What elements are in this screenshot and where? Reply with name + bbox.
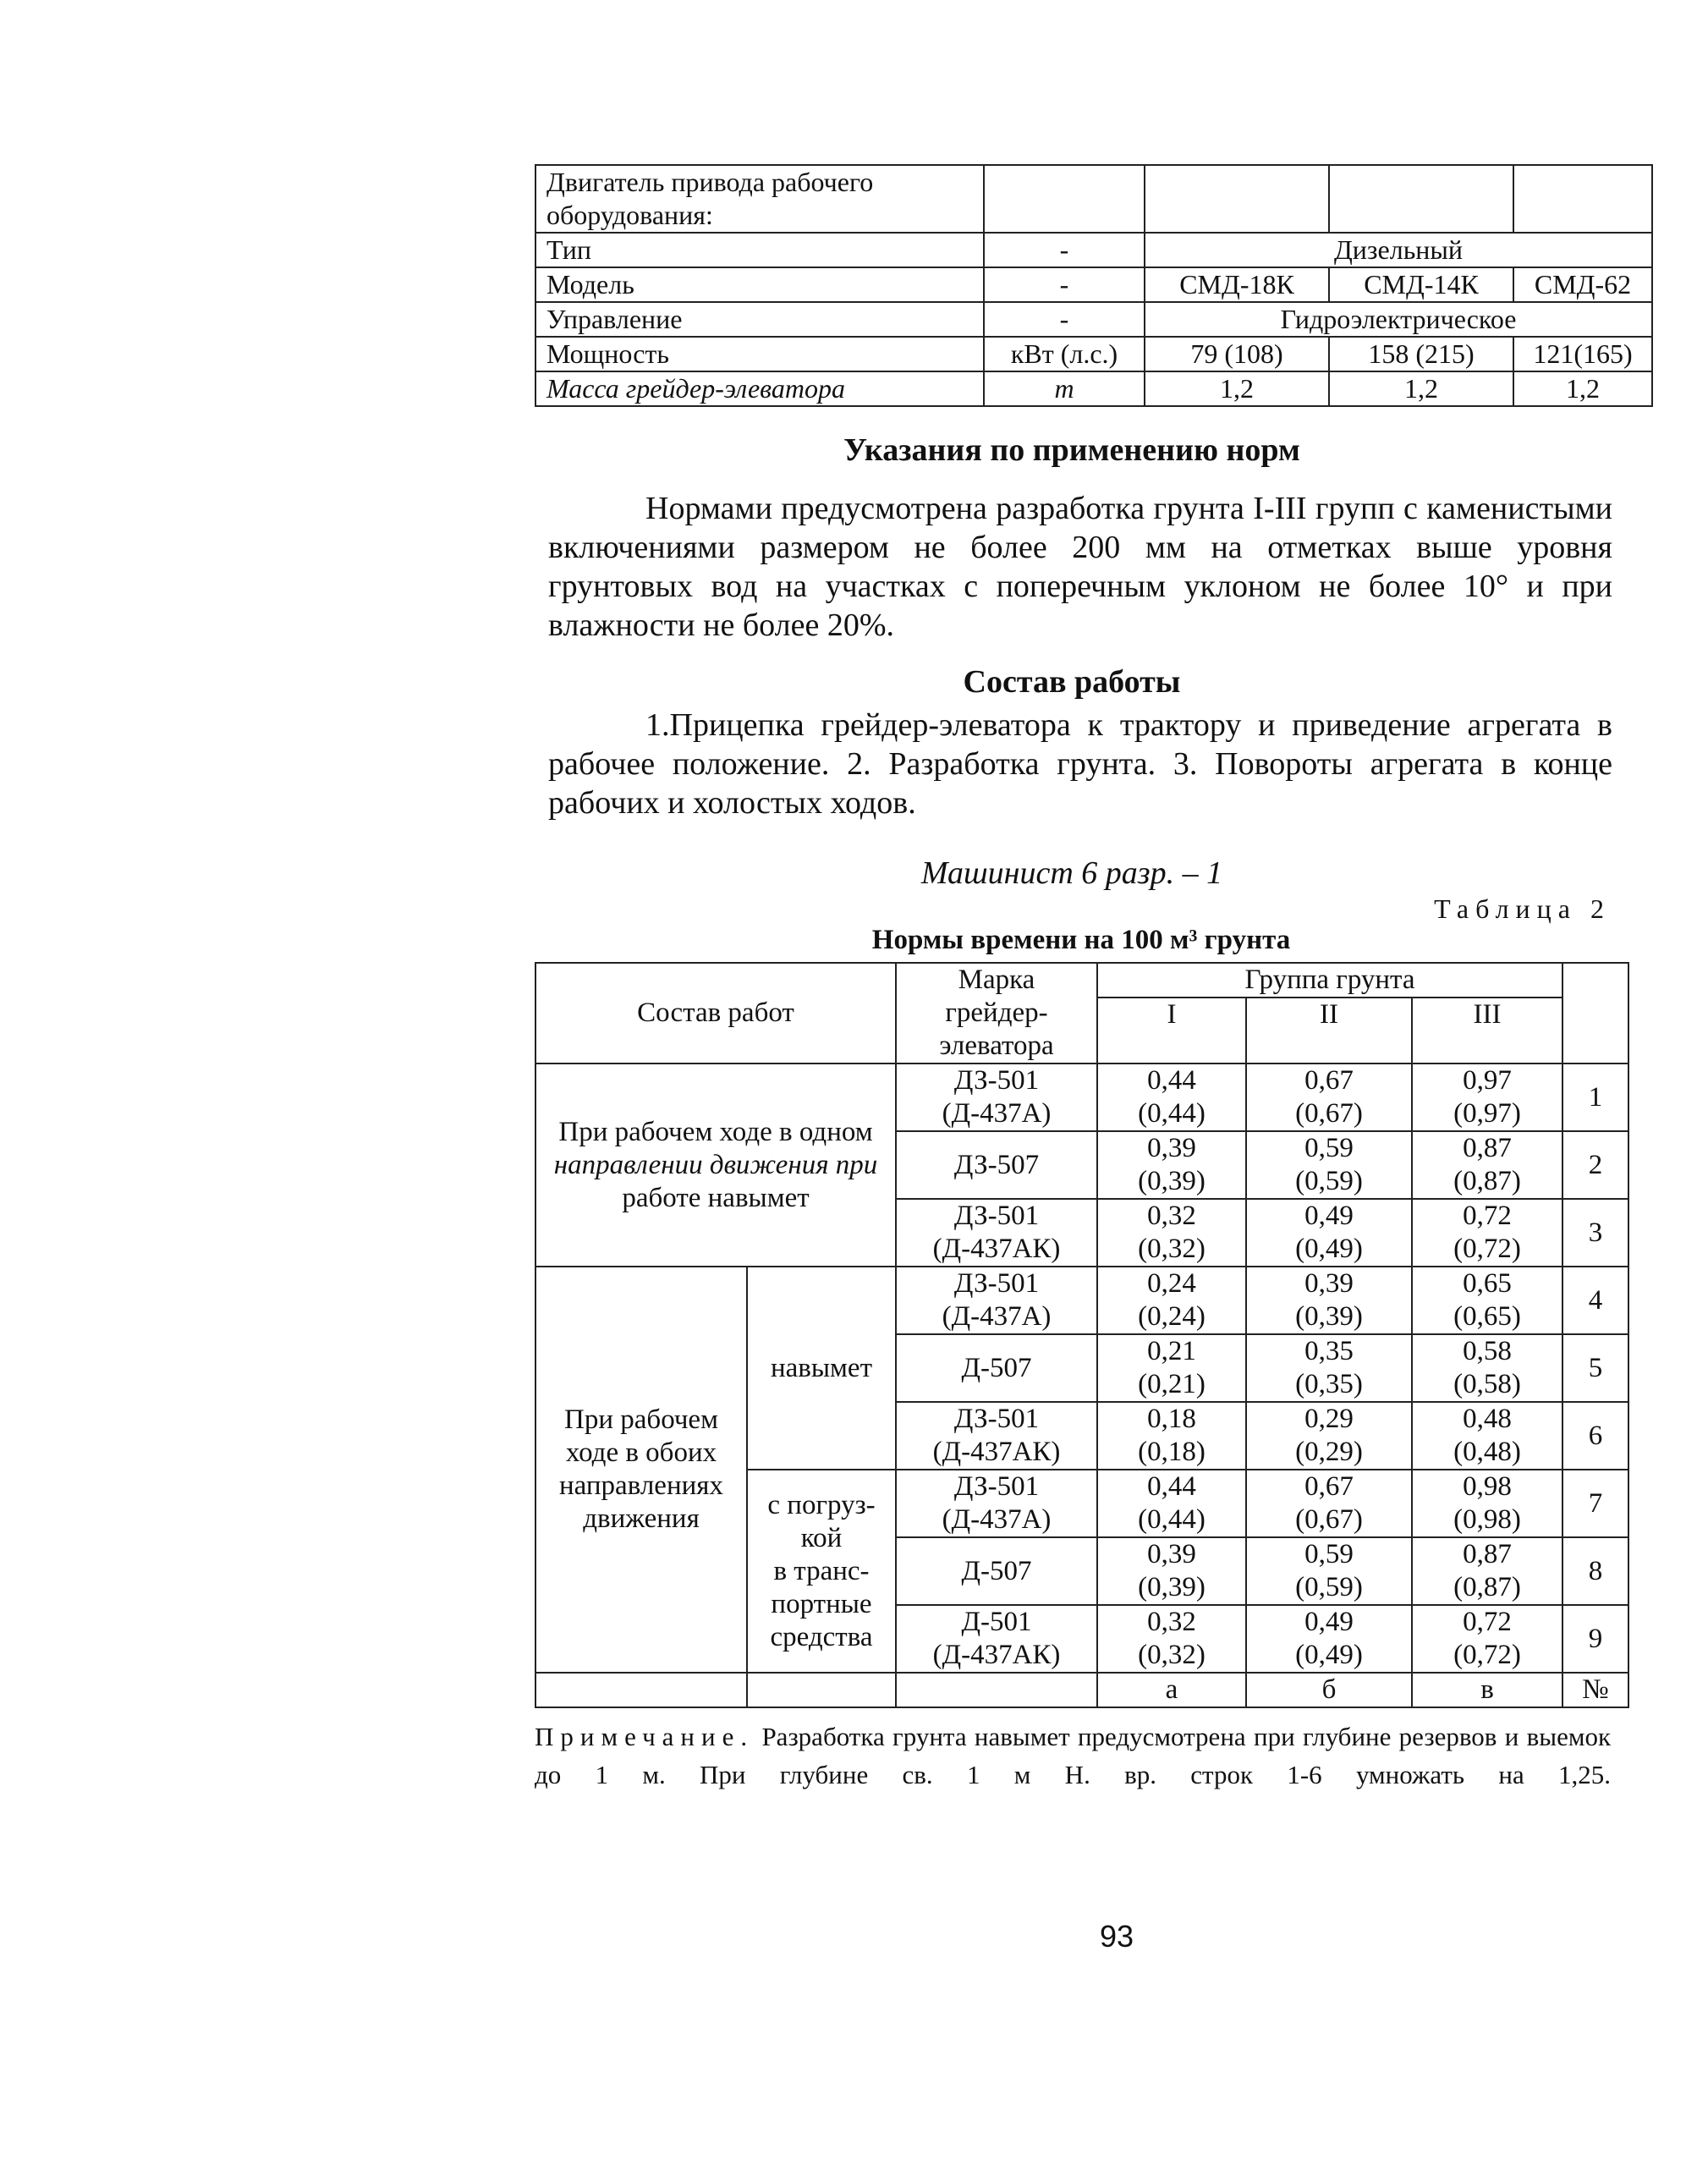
value-cell: 0,39 (0,39) xyxy=(1097,1537,1246,1605)
value-cell: 0,59 (0,59) xyxy=(1246,1131,1412,1199)
spec-unit: кВт (л.с.) xyxy=(984,337,1145,371)
subgroup-loading: с погруз- кой в транс- портные средства xyxy=(747,1470,896,1673)
spec-value: СМД-18К xyxy=(1145,267,1329,302)
value-cell: 0,97 (0,97) xyxy=(1412,1064,1562,1131)
value-cell: 0,59 (0,59) xyxy=(1246,1537,1412,1605)
number-sign: № xyxy=(1562,1673,1628,1707)
spec-value: 158 (215) xyxy=(1329,337,1513,371)
spec-param: Мощность xyxy=(535,337,984,371)
spec-value: СМД-14К xyxy=(1329,267,1513,302)
spec-param: Модель xyxy=(535,267,984,302)
spec-value: 1,2 xyxy=(1329,371,1513,406)
spec-unit: - xyxy=(984,267,1145,302)
spec-param: Управление xyxy=(535,302,984,337)
value-cell: 0,21 (0,21) xyxy=(1097,1334,1246,1402)
header-group-2: II xyxy=(1246,998,1412,1064)
spec-row-model xyxy=(535,267,1652,302)
value-cell: 0,67 (0,67) xyxy=(1246,1470,1412,1537)
row-number: 2 xyxy=(1562,1131,1628,1199)
value-cell: 0,32 (0,32) xyxy=(1097,1605,1246,1673)
brand-cell: Д-501 (Д-437АК) xyxy=(896,1605,1097,1673)
value-cell: 0,72 (0,72) xyxy=(1412,1199,1562,1267)
value-cell: 0,24 (0,24) xyxy=(1097,1267,1246,1334)
spec-value: 121(165) xyxy=(1513,337,1652,371)
spec-row-control xyxy=(535,302,1652,337)
time-norms-table xyxy=(535,962,1629,1708)
table-note xyxy=(535,1718,1611,1794)
value-cell: 0,49 (0,49) xyxy=(1246,1199,1412,1267)
note-text: Разработка грунта навымет предусмотрена при глубине резервов и выемок до 1 м. При глубине св. 1 м Н. вр. строк 1-6 умножать на 1,25. xyxy=(535,1722,1612,1789)
spec-param: Масса грейдер-элеватора xyxy=(535,371,984,406)
header-group-1: I xyxy=(1097,998,1246,1064)
value-cell: 0,72 (0,72) xyxy=(1412,1605,1562,1673)
spec-value: СМД-62 xyxy=(1513,267,1652,302)
work-both-directions: При рабочем ходе в обоих направлениях движения xyxy=(535,1267,747,1673)
section-heading-usage: Указания по применению норм xyxy=(843,432,1300,468)
page-number: 93 xyxy=(1099,1919,1134,1954)
value-cell: 0,65 (0,65) xyxy=(1412,1267,1562,1334)
value-cell: 0,98 (0,98) xyxy=(1412,1470,1562,1537)
table-row xyxy=(535,1064,1628,1131)
row-number: 7 xyxy=(1562,1470,1628,1537)
spec-param: Двигатель привода рабочего оборудования: xyxy=(535,165,984,233)
section-heading-work: Состав работы xyxy=(963,664,1181,700)
brand-cell: ДЗ-501 (Д-437А) xyxy=(896,1470,1097,1537)
value-cell: 0,44 (0,44) xyxy=(1097,1064,1246,1131)
engine-spec-table xyxy=(535,164,1653,407)
row-number: 9 xyxy=(1562,1605,1628,1673)
work-one-direction: При рабочем ходе в одном направлении движения при работе навымет xyxy=(535,1064,896,1267)
spec-value: Гидроэлектрическое xyxy=(1145,302,1652,337)
note-label: Примечание. xyxy=(535,1722,755,1751)
row-number: 4 xyxy=(1562,1267,1628,1334)
header-work: Состав работ xyxy=(535,963,896,1064)
row-number: 1 xyxy=(1562,1064,1628,1131)
brand-cell: ДЗ-501 (Д-437А) xyxy=(896,1064,1097,1131)
table-footer-row xyxy=(535,1673,1628,1707)
brand-cell: ДЗ-501 (Д-437АК) xyxy=(896,1199,1097,1267)
value-cell: 0,87 (0,87) xyxy=(1412,1131,1562,1199)
spec-param: Тип xyxy=(535,233,984,267)
table-label: Таблица 2 xyxy=(1434,893,1611,924)
spec-row-mass xyxy=(535,371,1652,406)
value-cell: 0,44 (0,44) xyxy=(1097,1470,1246,1537)
spec-row-type xyxy=(535,233,1652,267)
spec-unit: - xyxy=(984,302,1145,337)
value-cell: 0,32 (0,32) xyxy=(1097,1199,1246,1267)
brand-cell: ДЗ-507 xyxy=(896,1131,1097,1199)
spec-value: 1,2 xyxy=(1145,371,1329,406)
value-cell: 0,49 (0,49) xyxy=(1246,1605,1412,1673)
row-number: 5 xyxy=(1562,1334,1628,1402)
subgroup-nawymet: навымет xyxy=(747,1267,896,1470)
table-title: Нормы времени на 100 м³ грунта xyxy=(871,925,1291,955)
column-letter: а xyxy=(1097,1673,1246,1707)
section-text-work: 1.Прицепка грейдер-элеватора к трактору и приведение агрегата в рабочее положение. 2. Разработка грунта. 3. Повороты агрегата в конце рабочих и холостых ходов. xyxy=(548,707,1612,821)
spec-unit: - xyxy=(984,233,1145,267)
header-brand: Марка грейдер- элеватора xyxy=(896,963,1097,1064)
brand-cell: Д-507 xyxy=(896,1537,1097,1605)
spec-value: Дизельный xyxy=(1145,233,1652,267)
spec-value: 1,2 xyxy=(1513,371,1652,406)
brand-cell: Д-507 xyxy=(896,1334,1097,1402)
section-text-usage: Нормами предусмотрена разработка грунта I-III групп с каменистыми включениями размером не более 200 мм на отметках выше уровня грунтовых вод на участках с поперечным уклоном не более 10° и при влажности не более 20%. xyxy=(548,491,1612,643)
crew-line: Машинист 6 разр. – 1 xyxy=(920,855,1223,891)
value-cell: 0,35 (0,35) xyxy=(1246,1334,1412,1402)
spec-unit: т xyxy=(984,371,1145,406)
row-number: 6 xyxy=(1562,1402,1628,1470)
value-cell: 0,29 (0,29) xyxy=(1246,1402,1412,1470)
value-cell: 0,87 (0,87) xyxy=(1412,1537,1562,1605)
value-cell: 0,58 (0,58) xyxy=(1412,1334,1562,1402)
brand-cell: ДЗ-501 (Д-437АК) xyxy=(896,1402,1097,1470)
spec-row-power xyxy=(535,337,1652,371)
brand-cell: ДЗ-501 (Д-437А) xyxy=(896,1267,1097,1334)
value-cell: 0,39 (0,39) xyxy=(1097,1131,1246,1199)
value-cell: 0,18 (0,18) xyxy=(1097,1402,1246,1470)
header-number-blank xyxy=(1562,963,1628,1064)
column-letter: б xyxy=(1246,1673,1412,1707)
row-number: 3 xyxy=(1562,1199,1628,1267)
value-cell: 0,67 (0,67) xyxy=(1246,1064,1412,1131)
table-row xyxy=(535,1267,1628,1334)
column-letter: в xyxy=(1412,1673,1562,1707)
header-soil-group: Группа грунта xyxy=(1097,963,1562,998)
value-cell: 0,39 (0,39) xyxy=(1246,1267,1412,1334)
spec-value: 79 (108) xyxy=(1145,337,1329,371)
value-cell: 0,48 (0,48) xyxy=(1412,1402,1562,1470)
header-group-3: III xyxy=(1412,998,1562,1064)
spec-row-engine xyxy=(535,165,1652,233)
row-number: 8 xyxy=(1562,1537,1628,1605)
